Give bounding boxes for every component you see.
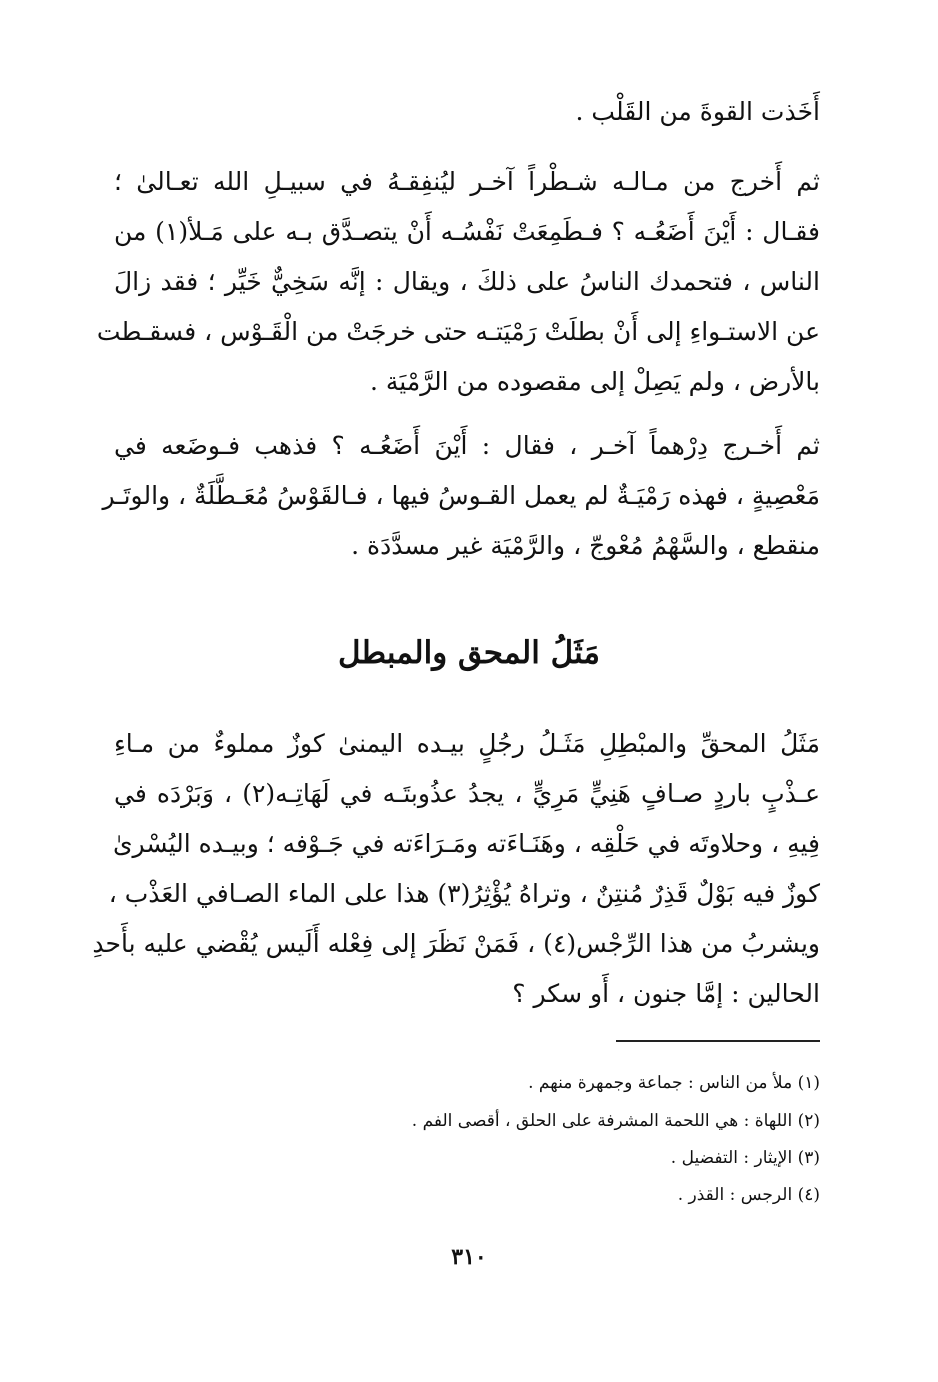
paragraph-line: مَثَلُ المحقِّ والمبْطِلِ مَثَـلُ رجُلٍ بيـده اليمنىٰ كوزٌ مملوءٌ من مـاءِ xyxy=(114,729,820,758)
footnote-item: (١) ملأ من الناس : جماعة وجمهرة منهم . xyxy=(528,1073,820,1093)
paragraph-line: فِيهِ ، وحلاوتَه في حَلْقِه ، وهَنَـاءَته ومَـرَاءَته في جَـوْفه ؛ وبيـده اليُسْرىٰ xyxy=(112,829,820,858)
footnote-separator xyxy=(616,1040,820,1042)
page-number: ٣١٠ xyxy=(451,1244,487,1270)
paragraph-line: مَعْصِيةٍ ، فهذه رَمْيَـةٌ لم يعمل القـوسُ فيها ، فـالقَوْسُ مُعَـطَّلَةٌ ، والوتَـر xyxy=(102,481,820,510)
paragraph-line: الناس ، فتحمدك الناسُ على ذلكَ ، ويقال : إنَّه سَخِيٌّ خَيِّر ؛ فقد زالَ xyxy=(114,267,820,296)
paragraph-line: ثم أَخرج من مـالـه شـطْراً آخـر ليُنفِقـهُ في سبيـلِ الله تعـالىٰ ؛ xyxy=(114,167,820,196)
paragraph-line: فقـال : أَيْنَ أَضَعُـه ؟ فـطَمِعَتْ نَفْسُـه أَنْ يتصـدَّق بـه على مَـلأ(١) من xyxy=(114,217,821,246)
paragraph-line: بالأرض ، ولم يَصِلْ إلى مقصوده من الرَّمْيَة . xyxy=(370,367,820,396)
paragraph-line: عن الاستـواءِ إلى أَنْ بطلَتْ رَمْيَتـه حتى خرجَتْ من الْقَـوْس ، فسقـطت xyxy=(96,317,820,346)
paragraph-line: منقطع ، والسَّهْمُ مُعْوجّ ، والرَّمْيَة غير مسدَّدَة . xyxy=(351,531,820,560)
section-title: مَثَلُ المحق والمبطل xyxy=(337,635,601,671)
footnote-item: (٢) اللهاة : هي اللحمة المشرفة على الحلق ، أقصى الفم . xyxy=(411,1111,820,1131)
paragraph-line: ثم أَخـرج دِرْهماً آخـر ، فقال : أَيْنَ أَضَعُـه ؟ فذهب فـوضَعه في xyxy=(114,431,820,460)
paragraph-line: ويشربُ من هذا الرِّجْس(٤) ، فَمَنْ نَظَرَ إلى فِعْله أَلَيس يُقْضي عليه بأَحدِ xyxy=(92,929,820,958)
top-fragment-line: أَخَذت القوةَ من القَلْب . xyxy=(575,97,820,126)
paragraph-line: الحالين : إمَّا جنون ، أَو سكر ؟ xyxy=(512,979,820,1008)
footnote-item: (٤) الرجس : القذر . xyxy=(677,1185,820,1205)
paragraph-line: عـذْبٍ باردٍ صـافٍ هَنِيٍّ مَرِيٍّ ، يجدُ عذُوبتَـه في لَهَاتِـه(٢) ، وَبَرْدَه في xyxy=(114,779,820,808)
paragraph-line: كوزٌ فيه بَوْلٌ قَذِرٌ مُنتِنٌ ، وتراهُ يُؤْثِرُ(٣) هذا على الماء الصـافي العَذْب ، xyxy=(108,879,820,908)
footnote-item: (٣) الإيثار : التفضيل . xyxy=(670,1148,820,1168)
